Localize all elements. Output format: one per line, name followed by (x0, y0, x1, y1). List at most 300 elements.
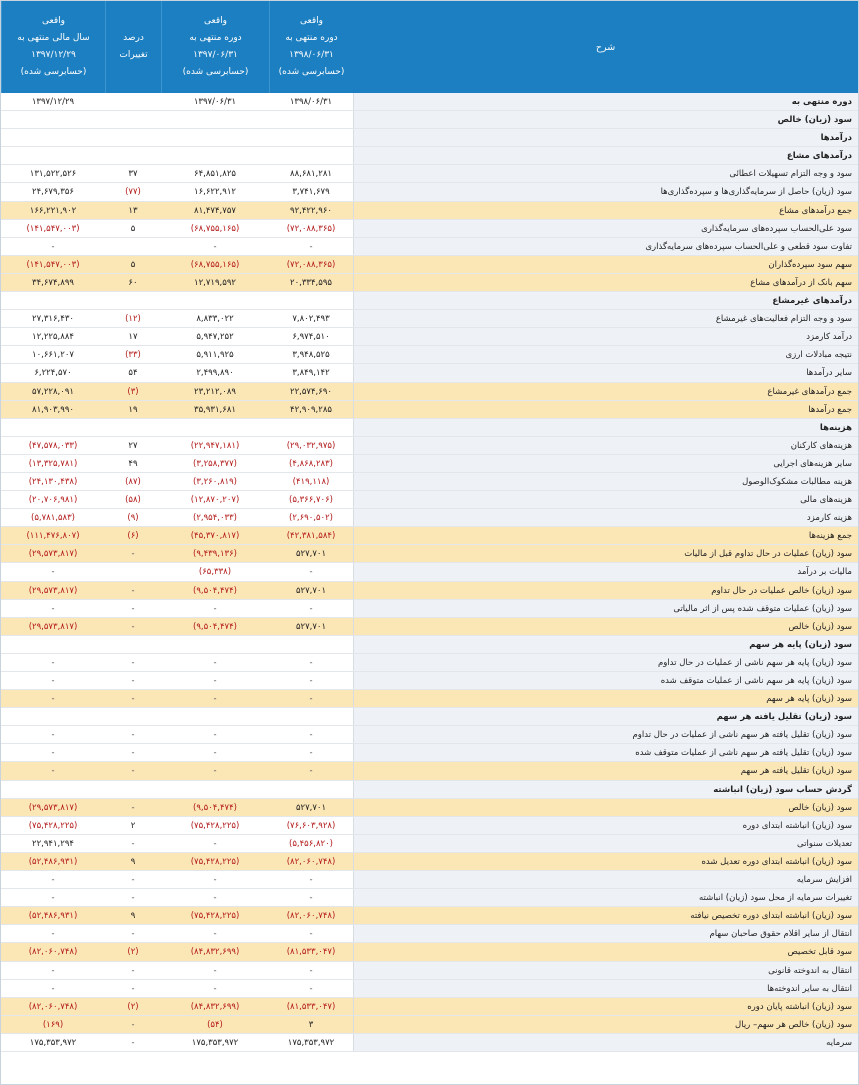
header-p98-line: واقعی (300, 16, 323, 26)
cell-percent-change: - (131, 893, 135, 904)
section-row (1, 292, 858, 310)
cell-period-1397: (۹,۵۰۴,۴۷۴) (193, 585, 237, 596)
cell-description: هزینه کارمزد (353, 509, 858, 526)
cell-fiscal-year (1, 636, 105, 653)
cell-fiscal-year: (۴۷,۵۷۸,۰۳۳) (28, 440, 78, 451)
table-body (1, 93, 858, 1052)
cell-percent-change: (۶) (127, 531, 139, 542)
cell-description: سود (زیان) پایه هر سهم ناشی از عملیات در حال تداوم (353, 654, 858, 671)
cell-fiscal-year (1, 781, 105, 798)
cell-period-1397: - (213, 603, 217, 614)
header-p98-line: ۱۳۹۸/۰۶/۳۱ (289, 50, 334, 60)
cell-period-1398: ۳ (308, 1019, 314, 1030)
table-row (1, 1034, 858, 1052)
cell-fiscal-year: - (51, 657, 55, 668)
cell-period-1397: (۷۵,۴۲۸,۲۲۵) (190, 911, 240, 922)
cell-percent-change: - (131, 983, 135, 994)
cell-period-1398: ۶,۹۷۴,۵۱۰ (292, 332, 330, 343)
cell-fiscal-year: (۵۲,۴۸۶,۹۳۱) (28, 911, 78, 922)
cell-period-1398: (۸۲,۰۶۰,۷۴۸) (286, 856, 336, 867)
cell-period-1398: - (309, 730, 313, 741)
cell-period-1397: ۸۱,۴۷۴,۷۵۷ (194, 205, 236, 216)
cell-description: سود (زیان) خالص (353, 111, 858, 128)
table-row (1, 437, 858, 455)
cell-period-1397: - (213, 965, 217, 976)
cell-description: سود (زیان) پایه هر سهم (353, 636, 858, 653)
header-p97-line: (حسابرسی شده) (182, 67, 249, 77)
cell-fiscal-year: - (51, 603, 55, 614)
cell-period-1397: ۵,۹۱۱,۹۲۵ (196, 350, 234, 361)
cell-description: سود و وجه التزام فعالیت‌های غیرمشاع (353, 310, 858, 327)
table-row (1, 563, 858, 581)
cell-period-1398 (269, 111, 353, 128)
cell-period-1397: - (213, 893, 217, 904)
total-row (1, 582, 858, 600)
cell-period-1397: (۶۸,۷۵۵,۱۶۵) (190, 223, 240, 234)
cell-percent-change: ۲۷ (128, 440, 138, 451)
cell-description: سود (زیان) انباشته ابتدای دوره تخصیص نیافته (353, 907, 858, 924)
cell-description: دوره منتهی به (353, 93, 858, 110)
table-row (1, 238, 858, 256)
table-header (1, 1, 858, 93)
cell-description: درآمدها (353, 129, 858, 146)
cell-period-1398 (269, 781, 353, 798)
cell-period-1397: (۴۵,۳۷۰,۸۱۷) (190, 531, 240, 542)
cell-period-1397: - (213, 838, 217, 849)
section-row (1, 111, 858, 129)
cell-description: سود (زیان) خالص (353, 799, 858, 816)
cell-percent-change: ۵ (130, 259, 136, 270)
cell-period-1397: - (213, 929, 217, 940)
cell-percent-change: (۷۷) (125, 187, 141, 198)
header-pct-line: درصد (123, 33, 144, 43)
cell-percent-change: - (131, 585, 135, 596)
table-row (1, 835, 858, 853)
cell-percent-change (105, 147, 161, 164)
cell-period-1398: (۴۱۹,۱۱۸) (292, 476, 330, 487)
cell-period-1398: ۵۲۷,۷۰۱ (295, 621, 327, 632)
cell-description: جمع درآمدها (353, 401, 858, 418)
cell-description: جمع درآمدهای مشاع (353, 202, 858, 219)
cell-fiscal-year: ۱۲,۲۲۵,۸۸۴ (32, 332, 74, 343)
table-row (1, 183, 858, 201)
cell-description: هزینه‌های مالی (353, 491, 858, 508)
cell-description: هزینه‌های کارکنان (353, 437, 858, 454)
cell-period-1397 (161, 111, 269, 128)
cell-period-1398: - (309, 567, 313, 578)
cell-period-1397: (۷۵,۴۲۸,۲۲۵) (190, 856, 240, 867)
cell-percent-change: (۹) (127, 513, 139, 524)
cell-percent-change: (۲) (127, 1001, 139, 1012)
cell-percent-change: - (131, 748, 135, 759)
cell-description: نتیجه مبادلات ارزی (353, 346, 858, 363)
cell-fiscal-year: (۱۳,۳۲۵,۷۸۱) (28, 458, 78, 469)
section-row (1, 781, 858, 799)
cell-period-1398: ۵۲۷,۷۰۱ (295, 549, 327, 560)
cell-fiscal-year: ۱۷۵,۳۵۳,۹۷۲ (29, 1037, 77, 1048)
total-row (1, 1016, 858, 1034)
cell-period-1397: (۷۵,۴۲۸,۲۲۵) (190, 820, 240, 831)
cell-percent-change: ۳۷ (128, 169, 138, 180)
cell-period-1397: (۳,۲۶۰,۸۱۹) (193, 476, 237, 487)
cell-fiscal-year: - (51, 965, 55, 976)
cell-period-1398: (۷۶,۶۰۳,۹۲۸) (286, 820, 336, 831)
cell-percent-change: ۶۰ (128, 277, 138, 288)
cell-percent-change: - (131, 766, 135, 777)
header-p98-line: (حسابرسی شده) (278, 67, 345, 77)
cell-percent-change: - (131, 875, 135, 886)
cell-fiscal-year: - (51, 983, 55, 994)
cell-period-1398: - (309, 983, 313, 994)
table-row (1, 962, 858, 980)
cell-period-1398 (269, 292, 353, 309)
cell-period-1397 (161, 781, 269, 798)
cell-period-1397: - (213, 676, 217, 686)
header-fiscal-year (1, 1, 105, 93)
cell-period-1397 (161, 129, 269, 146)
cell-fiscal-year: (۸۲,۰۶۰,۷۴۸) (28, 1001, 78, 1012)
cell-period-1397: ۱۲,۷۱۹,۵۹۲ (194, 277, 236, 288)
header-desc-label: شرح (595, 41, 616, 53)
cell-period-1398: (۴۲,۳۸۱,۵۸۴) (286, 531, 336, 542)
cell-description: هزینه‌ها (353, 419, 858, 436)
cell-period-1397 (161, 147, 269, 164)
cell-description: جمع هزینه‌ها (353, 527, 858, 544)
section-row (1, 708, 858, 726)
cell-percent-change (105, 708, 161, 725)
section-row (1, 129, 858, 147)
cell-fiscal-year: ۳۴,۶۷۴,۸۹۹ (32, 277, 74, 288)
cell-fiscal-year: ۲۲,۹۴۱,۲۹۴ (32, 838, 74, 849)
cell-fiscal-year: (۸۲,۰۶۰,۷۴۸) (28, 947, 78, 958)
cell-description: سهم بانک از درآمدهای مشاع (353, 274, 858, 291)
cell-description: درآمد کارمزد (353, 328, 858, 345)
cell-percent-change: - (131, 621, 135, 632)
cell-fiscal-year: - (51, 676, 55, 686)
cell-period-1397: ۱۶,۶۲۲,۹۱۲ (194, 187, 236, 198)
cell-percent-change: ۲ (130, 820, 136, 831)
section-row (1, 93, 858, 111)
cell-fiscal-year (1, 419, 105, 436)
cell-description: سود (زیان) خالص (353, 618, 858, 635)
cell-period-1398: ۷,۸۰۲,۴۹۳ (292, 314, 330, 325)
cell-percent-change: - (131, 676, 135, 686)
cell-period-1397: (۳,۲۵۸,۳۷۷) (193, 458, 237, 469)
cell-description: سود (زیان) پایه هر سهم ناشی از عملیات متوقف شده (353, 672, 858, 689)
cell-description: سود (زیان) تقلیل یافته هر سهم (353, 708, 858, 725)
cell-period-1398 (269, 147, 353, 164)
cell-description: سود (زیان) انباشته ابتدای دوره (353, 817, 858, 834)
total-row (1, 690, 858, 708)
cell-description: تعدیلات سنواتی (353, 835, 858, 852)
cell-percent-change: - (131, 549, 135, 560)
header-p97-line: دوره منتهی به (189, 33, 242, 43)
cell-period-1398: - (309, 766, 313, 777)
table-row (1, 871, 858, 889)
cell-description: انتقال به سایر اندوخته‌ها (353, 980, 858, 997)
cell-period-1398: ۱۷۵,۳۵۳,۹۷۲ (287, 1037, 335, 1048)
cell-period-1398: (۲,۶۹۰,۵۰۲) (289, 513, 333, 524)
cell-period-1398: (۵,۴۵۶,۸۲۰) (289, 838, 333, 849)
table-row (1, 889, 858, 907)
cell-period-1397: ۵,۹۴۷,۲۵۲ (196, 332, 234, 343)
table-row (1, 744, 858, 762)
cell-fiscal-year: ۶,۲۲۴,۵۷۰ (34, 368, 72, 379)
cell-fiscal-year: ۱۶۶,۲۲۱,۹۰۲ (29, 205, 77, 216)
cell-period-1397: - (213, 875, 217, 886)
cell-period-1398: - (309, 965, 313, 976)
cell-fiscal-year: - (51, 748, 55, 759)
cell-percent-change: ۹ (130, 911, 136, 922)
cell-percent-change (105, 238, 161, 255)
section-row (1, 147, 858, 165)
cell-period-1398: ۳,۸۴۹,۱۴۲ (292, 368, 330, 379)
table-row (1, 672, 858, 690)
cell-percent-change: (۳۳) (125, 350, 141, 361)
cell-period-1397: ۱۷۵,۳۵۳,۹۷۲ (191, 1037, 239, 1048)
cell-fiscal-year: (۱۱۱,۴۷۶,۸۰۷) (26, 531, 80, 542)
cell-percent-change: - (131, 965, 135, 976)
cell-period-1398: - (309, 748, 313, 759)
cell-percent-change: - (131, 603, 135, 614)
cell-period-1398: - (309, 875, 313, 886)
cell-percent-change: ۵۴ (128, 368, 138, 379)
header-description (353, 1, 858, 93)
cell-percent-change: - (131, 929, 135, 940)
cell-period-1397: - (213, 766, 217, 777)
table-row (1, 726, 858, 744)
cell-period-1398: (۸۲,۰۶۰,۷۴۸) (286, 911, 336, 922)
cell-description: سود علی‌الحساب سپرده‌های سرمایه‌گذاری (353, 220, 858, 237)
cell-percent-change: ۵ (130, 223, 136, 234)
cell-fiscal-year: ۲۴,۶۷۹,۳۵۶ (32, 187, 74, 198)
table-row (1, 220, 858, 238)
cell-period-1398 (269, 636, 353, 653)
cell-period-1398: (۲۹,۰۳۲,۹۷۵) (286, 440, 336, 451)
cell-description: سود و وجه التزام تسهیلات اعطائی (353, 165, 858, 182)
cell-percent-change: ۱۳ (128, 205, 138, 216)
cell-description: سود (زیان) پایه هر سهم (353, 690, 858, 707)
cell-description: سود (زیان) خالص هر سهم– ریال (353, 1016, 858, 1033)
total-row (1, 907, 858, 925)
total-row (1, 545, 858, 563)
cell-fiscal-year (1, 147, 105, 164)
cell-period-1397: (۹,۴۳۹,۱۳۶) (193, 549, 237, 560)
cell-period-1397 (161, 419, 269, 436)
cell-description: گردش حساب سود (زیان) انباشته (353, 781, 858, 798)
cell-period-1398: ۱۳۹۸/۰۶/۳۱ (289, 97, 333, 107)
cell-fiscal-year: (۷۵,۴۲۸,۲۲۵) (28, 820, 78, 831)
cell-description: سود (زیان) تقلیل یافته هر سهم ناشی از عملیات متوقف شده (353, 744, 858, 761)
cell-percent-change (105, 111, 161, 128)
cell-description: سود (زیان) خالص عملیات در حال تداوم (353, 582, 858, 599)
total-row (1, 527, 858, 545)
total-row (1, 256, 858, 274)
header-fy-line: (حسابرسی شده) (20, 67, 87, 77)
table-row (1, 925, 858, 943)
cell-percent-change: - (131, 1037, 135, 1048)
total-row (1, 853, 858, 871)
cell-description: سایر درآمدها (353, 364, 858, 381)
cell-period-1397: (۲۲,۹۴۷,۱۸۱) (190, 440, 240, 451)
table-row (1, 654, 858, 672)
cell-period-1398: ۲۰,۳۳۴,۵۹۵ (290, 277, 332, 288)
cell-period-1398: (۷۲,۰۸۸,۳۶۵) (286, 259, 336, 270)
cell-fiscal-year: - (51, 766, 55, 777)
cell-percent-change: ۴۹ (128, 458, 138, 469)
cell-fiscal-year: ۱۰,۶۶۱,۲۰۷ (32, 350, 74, 361)
header-p97-line: ۱۳۹۷/۰۶/۳۱ (193, 50, 238, 60)
cell-period-1398: ۸۸,۶۸۱,۲۸۱ (290, 169, 332, 180)
cell-period-1397: - (213, 657, 217, 668)
cell-period-1398: - (309, 929, 313, 940)
cell-period-1397: ۳۵,۹۳۱,۶۸۱ (194, 404, 236, 415)
cell-fiscal-year: - (51, 694, 55, 705)
cell-period-1398: - (309, 893, 313, 904)
table-row (1, 364, 858, 382)
table-row (1, 600, 858, 618)
cell-description: انتقال به اندوخته قانونی (353, 962, 858, 979)
total-row (1, 998, 858, 1016)
cell-fiscal-year: ۲۷,۳۱۶,۴۳۰ (32, 314, 74, 325)
cell-fiscal-year: (۵,۷۸۱,۵۸۳) (31, 513, 75, 524)
cell-percent-change: - (131, 694, 135, 705)
cell-percent-change: - (131, 802, 135, 813)
cell-description: سود (زیان) انباشته پایان دوره (353, 998, 858, 1015)
cell-period-1398: ۳,۷۴۱,۶۷۹ (292, 187, 330, 198)
cell-description: افزایش سرمایه (353, 871, 858, 888)
cell-description: سود (زیان) عملیات متوقف شده پس از اثر مالیاتی (353, 600, 858, 617)
cell-description: سرمایه (353, 1034, 858, 1051)
cell-percent-change: - (131, 657, 135, 668)
total-row (1, 401, 858, 419)
cell-fiscal-year: - (51, 893, 55, 904)
table-row (1, 491, 858, 509)
cell-fiscal-year: (۲۴,۱۳۰,۴۳۸) (28, 476, 78, 487)
cell-period-1397 (161, 636, 269, 653)
table-row (1, 310, 858, 328)
cell-period-1397: ۱۳۹۷/۰۶/۳۱ (193, 97, 237, 107)
cell-period-1398: (۸۱,۵۳۳,۰۴۷) (286, 1001, 336, 1012)
total-row (1, 202, 858, 220)
header-period-1398 (269, 1, 353, 93)
total-row (1, 618, 858, 636)
cell-description: هزینه مطالبات مشکوک‌الوصول (353, 473, 858, 490)
total-row (1, 762, 858, 780)
cell-fiscal-year (1, 708, 105, 725)
cell-percent-change (105, 93, 161, 110)
cell-period-1397: (۱۲,۸۷۰,۲۰۷) (190, 495, 240, 506)
cell-percent-change (105, 781, 161, 798)
cell-fiscal-year: ۱۳۹۷/۱۲/۲۹ (31, 97, 75, 107)
cell-fiscal-year: - (51, 730, 55, 741)
cell-period-1398: (۷۲,۰۸۸,۳۶۵) (286, 223, 336, 234)
cell-period-1398: - (309, 694, 313, 705)
cell-period-1397 (161, 708, 269, 725)
cell-period-1398: ۵۲۷,۷۰۱ (295, 802, 327, 813)
cell-percent-change (105, 636, 161, 653)
cell-fiscal-year: (۲۰,۷۰۶,۹۸۱) (28, 495, 78, 506)
cell-percent-change: (۸۷) (125, 476, 141, 487)
cell-fiscal-year: (۲۹,۵۷۳,۸۱۷) (28, 802, 78, 813)
cell-period-1398 (269, 708, 353, 725)
cell-fiscal-year (1, 129, 105, 146)
cell-period-1398: ۴۲,۹۰۹,۲۸۵ (290, 404, 332, 415)
cell-period-1397: ۲,۴۹۹,۸۹۰ (196, 368, 234, 379)
cell-description: سهم سود سپرده‌گذاران (353, 256, 858, 273)
cell-period-1398: - (309, 676, 313, 686)
cell-description: انتقال از سایر اقلام حقوق صاحبان سهام (353, 925, 858, 942)
cell-percent-change (105, 292, 161, 309)
header-fy-line: ۱۳۹۷/۱۲/۲۹ (31, 50, 76, 60)
cell-fiscal-year: (۱۶۹) (42, 1019, 64, 1030)
cell-fiscal-year (1, 111, 105, 128)
cell-percent-change: (۱۲) (125, 314, 141, 325)
cell-fiscal-year: - (51, 241, 55, 252)
header-percent-change (105, 1, 161, 93)
cell-description: مالیات بر درآمد (353, 563, 858, 580)
cell-period-1398: - (309, 603, 313, 614)
cell-period-1397: - (213, 748, 217, 759)
cell-description: تغییرات سرمایه از محل سود (زیان) انباشته (353, 889, 858, 906)
cell-percent-change: - (131, 730, 135, 741)
header-pct-line: تغییرات (119, 50, 148, 60)
cell-percent-change: ۹ (130, 856, 136, 867)
cell-fiscal-year: - (51, 929, 55, 940)
cell-period-1398: ۹۲,۴۲۲,۹۶۰ (290, 205, 332, 216)
cell-percent-change: (۳) (127, 386, 139, 397)
cell-fiscal-year: ۱۳۱,۵۲۲,۵۲۶ (29, 169, 77, 180)
cell-description: درآمدهای مشاع (353, 147, 858, 164)
header-period-1397 (161, 1, 269, 93)
cell-percent-change: - (131, 838, 135, 849)
cell-period-1397: (۸۴,۸۳۲,۶۹۹) (190, 1001, 240, 1012)
cell-period-1398: (۵,۳۶۶,۷۰۶) (289, 495, 333, 506)
cell-period-1398: ۳,۹۴۸,۵۲۵ (292, 350, 330, 361)
cell-period-1398: ۲۲,۵۷۴,۶۹۰ (290, 386, 332, 397)
cell-fiscal-year: ۵۷,۲۲۸,۰۹۱ (32, 386, 74, 397)
cell-description: سود قابل تخصیص (353, 943, 858, 960)
cell-description: سود (زیان) تقلیل یافته هر سهم (353, 762, 858, 779)
total-row (1, 799, 858, 817)
cell-description: تفاوت سود قطعی و علی‌الحساب سپرده‌های سرمایه‌گذاری (353, 238, 858, 255)
table-row (1, 455, 858, 473)
cell-period-1397 (161, 292, 269, 309)
total-row (1, 383, 858, 401)
table-row (1, 328, 858, 346)
cell-period-1398: (۸۱,۵۳۳,۰۴۷) (286, 947, 336, 958)
table-row (1, 509, 858, 527)
cell-fiscal-year: (۱۴۱,۵۴۷,۰۰۳) (26, 223, 80, 234)
cell-percent-change (105, 129, 161, 146)
table-row (1, 980, 858, 998)
cell-period-1398 (269, 129, 353, 146)
header-p97-line: واقعی (204, 16, 227, 26)
cell-period-1397: - (213, 241, 217, 252)
cell-fiscal-year: (۲۹,۵۷۳,۸۱۷) (28, 621, 78, 632)
cell-period-1398: - (309, 657, 313, 668)
section-row (1, 636, 858, 654)
cell-period-1398 (269, 419, 353, 436)
cell-fiscal-year: (۲۹,۵۷۳,۸۱۷) (28, 549, 78, 560)
cell-period-1397: (۹,۵۰۴,۴۷۴) (193, 802, 237, 813)
cell-description: جمع درآمدهای غیرمشاع (353, 383, 858, 400)
cell-fiscal-year: (۱۴۱,۵۴۷,۰۰۳) (26, 259, 80, 270)
cell-period-1397: - (213, 694, 217, 705)
table-row (1, 473, 858, 491)
cell-fiscal-year: (۲۹,۵۷۳,۸۱۷) (28, 585, 78, 596)
header-fy-line: سال مالی منتهی به (17, 33, 90, 43)
